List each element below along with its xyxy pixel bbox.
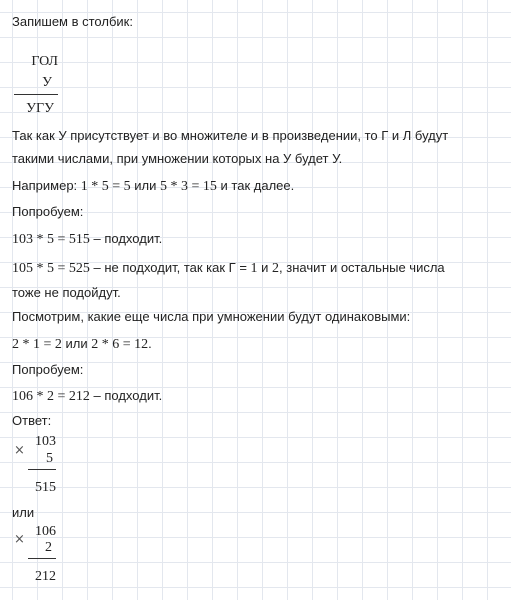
try-2-number-1: 1 <box>250 261 258 276</box>
answer-1-result: 515 <box>35 480 56 495</box>
example-line <box>12 178 294 195</box>
answer-1-divider-line <box>28 469 56 470</box>
example-expr-2: 5 * 3 = 15 <box>160 179 217 194</box>
try-label-2: Попробуем: <box>12 362 84 377</box>
column-multiplier: У <box>42 75 52 90</box>
try-label-1: Попробуем: <box>12 204 84 219</box>
try-2-suffix: , значит и остальные числа <box>279 260 445 275</box>
try-1-suffix: – подходит. <box>89 231 163 246</box>
look-expr-2: 2 * 6 = 12 <box>91 337 149 352</box>
answer-1-multiplier: 5 <box>46 451 53 466</box>
example-suffix: и так далее. <box>216 178 295 193</box>
multiply-sign-icon: × <box>14 532 25 547</box>
look-expr-line <box>12 336 152 353</box>
look-text: Посмотрим, какие еще числа при умножении будут одинаковыми: <box>12 309 411 324</box>
answer-1-top-number: 103 <box>35 434 56 449</box>
look-expr-1: 2 * 1 = 2 <box>12 337 62 352</box>
answer-2-result: 212 <box>35 569 56 584</box>
try-3-suffix: – подходит. <box>89 388 163 403</box>
example-prefix: Например: <box>12 178 81 193</box>
explanation-line-2: такими числами, при умножении которых на У будет У. <box>12 151 343 166</box>
column-result: УГУ <box>26 101 54 116</box>
or-label: или <box>12 505 35 520</box>
try-2-line <box>12 260 445 277</box>
try-2-expr: 105 * 5 = 525 <box>12 261 90 276</box>
answer-2-multiplier: 2 <box>45 540 52 555</box>
try-2-line-2: тоже не подойдут. <box>12 285 121 300</box>
try-2-mid-2: и <box>257 260 273 275</box>
intro-text: Запишем в столбик: <box>12 14 133 29</box>
try-2-number-2: 2 <box>272 261 280 276</box>
column-divider-line <box>14 94 58 95</box>
answer-2-divider-line <box>28 558 56 559</box>
try-3-expr: 106 * 2 = 212 <box>12 389 90 404</box>
multiply-sign-icon: × <box>14 443 25 458</box>
answer-2-top-number: 106 <box>35 524 56 539</box>
example-expr-1: 1 * 5 = 5 <box>80 179 131 194</box>
try-3-line <box>12 388 162 405</box>
column-top-number: ГОЛ <box>31 54 58 69</box>
try-1-line <box>12 231 162 248</box>
try-1-expr: 103 * 5 = 515 <box>12 232 90 247</box>
look-mid: или <box>61 336 92 351</box>
try-2-mid-1: – не подходит, так как Г = <box>89 260 251 275</box>
look-suffix: . <box>148 336 152 351</box>
example-mid: или <box>130 178 161 193</box>
answer-label: Ответ: <box>12 413 52 428</box>
explanation-line-1: Так как У присутствует и во множителе и в произведении, то Г и Л будут <box>12 128 449 143</box>
